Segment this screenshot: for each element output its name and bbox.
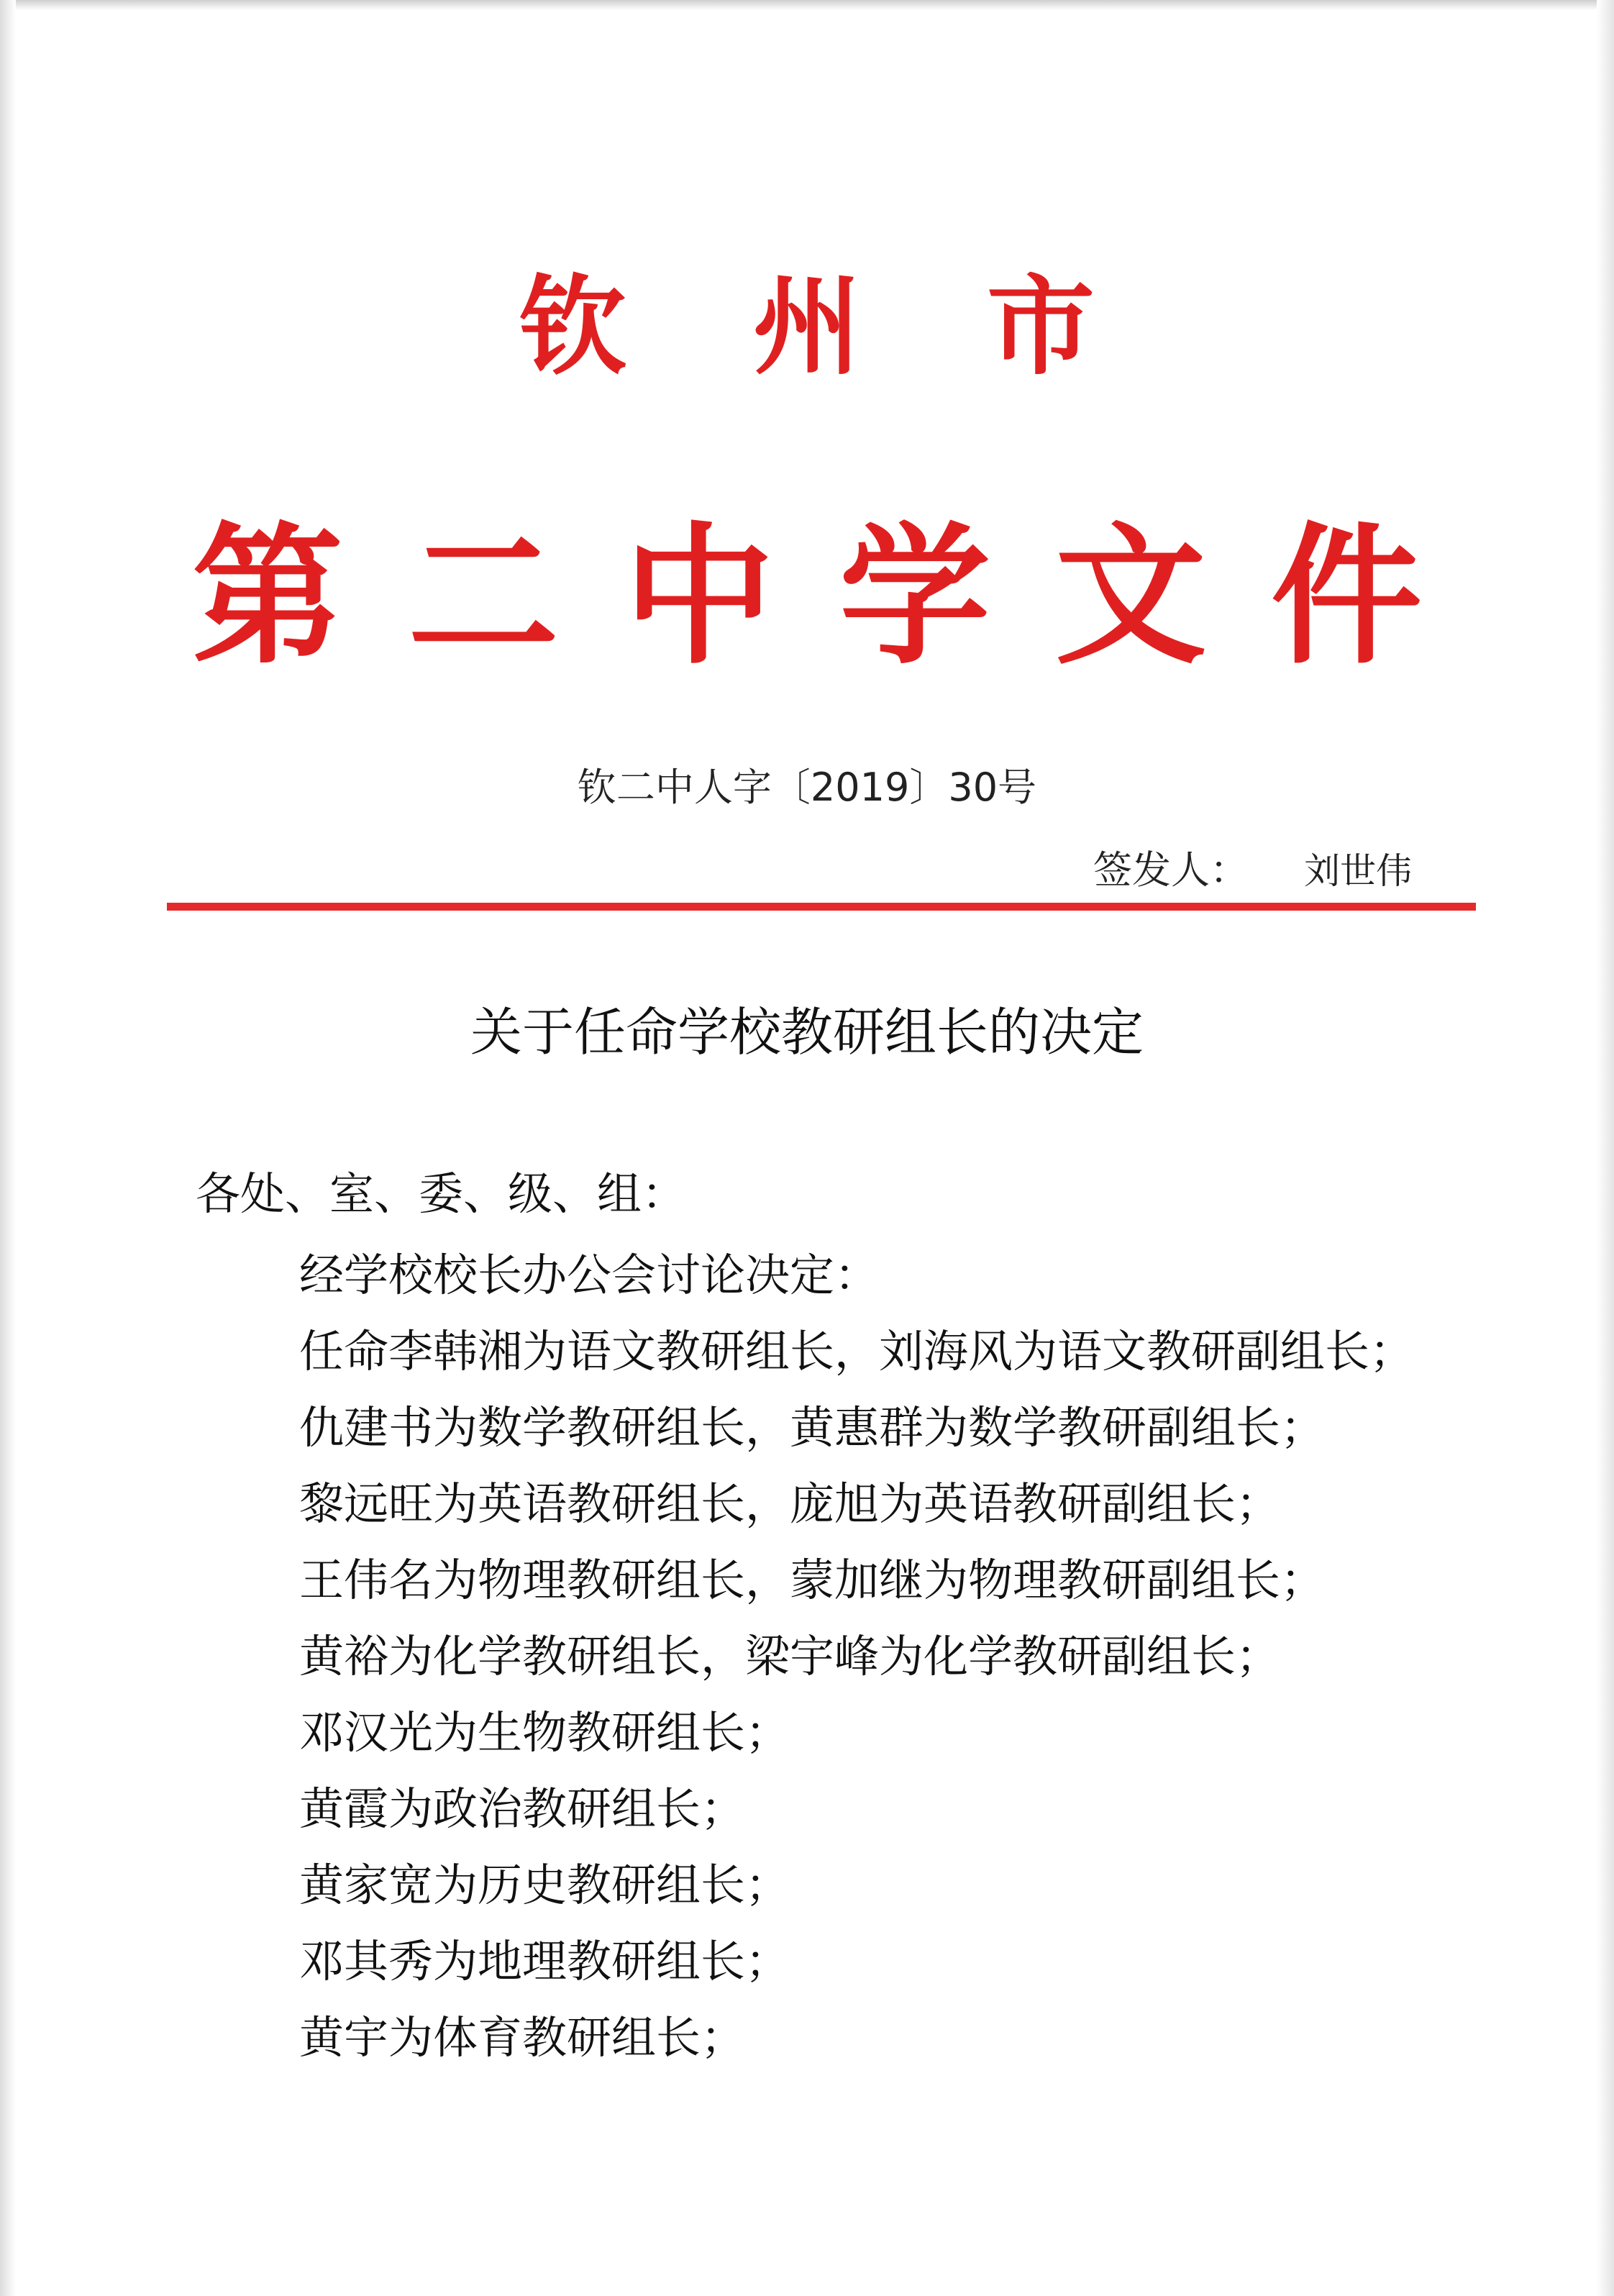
body-line: 邓汉光为生物教研组长； xyxy=(299,1706,790,1759)
body-text xyxy=(299,1237,1414,2076)
issuer-label: 签发人： xyxy=(1093,847,1249,893)
header-city: 钦州市 xyxy=(519,265,1221,390)
body-line: 黄裕为化学教研组长，梁宇峰为化学教研副组长； xyxy=(299,1630,1281,1682)
body-line: 黄霞为政治教研组长； xyxy=(299,1782,746,1835)
issuer-name: 刘世伟 xyxy=(1304,850,1413,892)
issuer-line xyxy=(1093,842,1412,899)
header-file-name: 第二中学文件 xyxy=(191,509,1487,685)
body-line: 黎远旺为英语教研组长，庞旭为英语教研副组长； xyxy=(299,1477,1281,1530)
document-title: 关于任命学校教研组长的决定 xyxy=(470,1002,1144,1062)
body-line: 黄宇为体育教研组长； xyxy=(299,2011,746,2064)
document-number: 钦二中人字〔2019〕30号 xyxy=(577,765,1037,810)
salutation: 各处、室、委、级、组： xyxy=(196,1167,687,1220)
red-divider-rule xyxy=(167,903,1476,911)
scan-edge-top xyxy=(0,0,1614,10)
body-line: 黄家宽为历史教研组长； xyxy=(299,1859,790,1911)
body-line: 仇建书为数学教研组长，黄惠群为数学教研副组长； xyxy=(299,1401,1326,1454)
body-line: 任命李韩湘为语文教研组长，刘海风为语文教研副组长； xyxy=(299,1325,1415,1377)
body-line: 王伟名为物理教研组长，蒙加继为物理教研副组长； xyxy=(299,1554,1326,1606)
body-line: 邓其秀为地理教研组长； xyxy=(299,1935,790,1987)
body-line: 经学校校长办公会讨论决定： xyxy=(299,1249,880,1301)
